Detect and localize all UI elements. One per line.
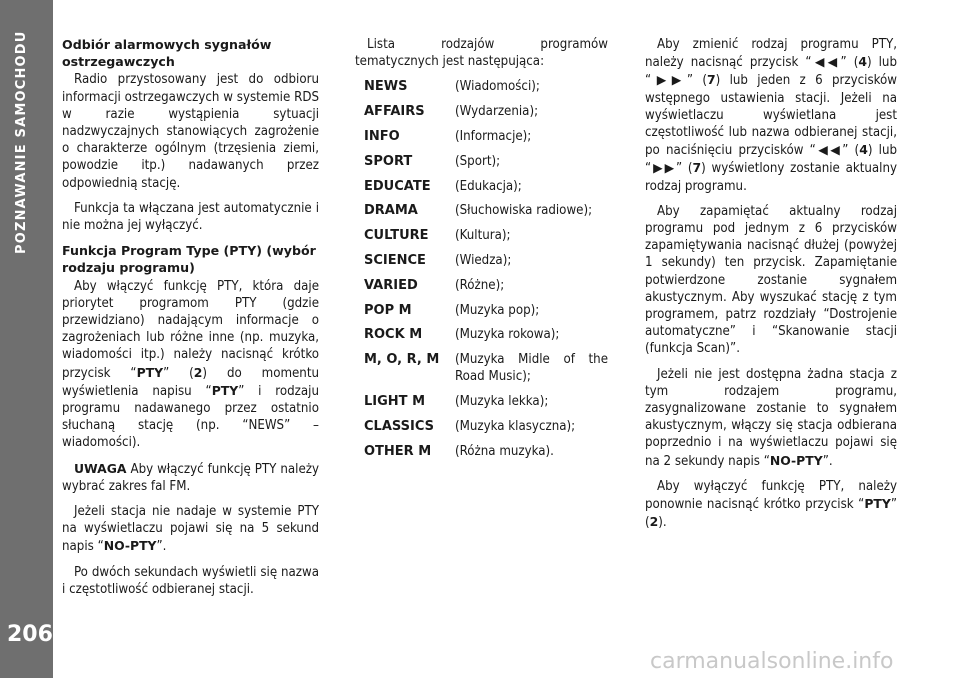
list-item bbox=[355, 351, 608, 385]
paragraph: Aby wyłączyć funkcję PTY, należy ponownie nacisnąć krótko przycisk “PTY” (2). bbox=[645, 478, 897, 531]
pty-description: (Różna muzyka). bbox=[455, 443, 554, 459]
column-3 bbox=[645, 36, 897, 539]
pty-description: (Informacje); bbox=[455, 129, 532, 144]
pty-description: (Wiedza); bbox=[455, 252, 512, 268]
pty-description: (Edukacja); bbox=[455, 178, 522, 194]
pty-code: ROCK M bbox=[364, 327, 423, 343]
pty-code: EDUCATE bbox=[364, 178, 431, 194]
list-item bbox=[355, 252, 608, 269]
watermark: carmanualsonline.info bbox=[650, 649, 894, 674]
list-item bbox=[355, 128, 608, 145]
forward-icon: ▶▶ bbox=[651, 160, 677, 176]
pty-code: NEWS bbox=[364, 79, 408, 95]
paragraph: Aby zapamiętać aktualny rodzaj programu pod jednym z 6 przycisków zapamiętywania nacisnąć dłużej (powyżej 1 sekundy) ten przycisk. Zapamiętanie potwierdzone zostanie sygnałem akustycznym. Aby wyszukać stację z tym programem, patrz rozdziały “Dostrojenie automatyczne” i “Skanowanie stacji (funkcja Scan)”. bbox=[645, 203, 897, 357]
column-2 bbox=[355, 36, 608, 468]
pty-description: (Muzyka Midle of the Road Music); bbox=[455, 352, 608, 385]
pty-description: (Różne); bbox=[455, 277, 505, 293]
paragraph: Radio przystosowany jest do odbioru informacji ostrzegawczych w systemie RDS w razie wystąpienia sytuacji nadzwyczajnych stanowiących zagrożenie o charakterze ogólnym (trzęsienia ziemi, powodzie itp.) nadawanych przez odpowiednią stację. bbox=[62, 72, 319, 191]
pty-description: (Wiadomości); bbox=[455, 79, 540, 95]
list-intro: Lista rodzajów programów tematycznych jest następująca: bbox=[355, 37, 608, 70]
pty-description: (Sport); bbox=[455, 153, 501, 169]
pty-description: (Muzyka lekka); bbox=[455, 394, 549, 410]
pty-description: (Wydarzenia); bbox=[455, 104, 539, 120]
list-item bbox=[355, 153, 608, 170]
paragraph: Jeżeli nie jest dostępna żadna stacja z tym rodzajem programu, zasygnalizowane zostanie to sygnałem akustycznym, włączy się stacja odbierana poprzednio i na wyświetlaczu pojawi się na 2 sekundy napis “NO-PTY”. bbox=[645, 366, 897, 469]
pty-description: (Kultura); bbox=[455, 228, 511, 244]
pty-code: M, O, R, M bbox=[364, 352, 440, 368]
pty-code: VARIED bbox=[364, 277, 418, 293]
sidebar bbox=[0, 0, 53, 678]
pty-code: CULTURE bbox=[364, 228, 429, 244]
pty-code: LIGHT M bbox=[364, 394, 426, 410]
pty-code: CLASSICS bbox=[364, 418, 435, 434]
list-item bbox=[355, 418, 608, 435]
note-label: UWAGA bbox=[74, 460, 127, 476]
list-item bbox=[355, 202, 608, 219]
paragraph: Aby włączyć funkcję PTY, która daje priorytet programom PTY (gdzie przewidziano) nadającym informacje o zagrożeniach lub różne inne (np. muzyka, wiadomości itp.) należy nacisnąć krótko przycisk “PTY” (2) do momentu wyświetlenia napisu “PTY” i rodzaju programu nadawanego przez ostatnio słuchaną stację (np. “NEWS” – wiadomości). bbox=[62, 278, 320, 451]
pty-code: DRAMA bbox=[364, 203, 418, 219]
pty-code: POP M bbox=[364, 302, 412, 318]
list-item bbox=[355, 443, 608, 460]
pty-description: (Muzyka rokowa); bbox=[455, 327, 560, 343]
paragraph: Jeżeli stacja nie nadaje w systemie PTY na wyświetlaczu pojawi się na 5 sekund napis “NO-PTY”. bbox=[62, 504, 319, 555]
column-1 bbox=[62, 36, 319, 606]
pty-description: (Słuchowiska radiowe); bbox=[455, 203, 593, 219]
pty-list bbox=[355, 78, 608, 460]
list-item bbox=[355, 393, 608, 410]
pty-description: (Muzyka klasyczna); bbox=[455, 418, 576, 434]
pty-code: OTHER M bbox=[364, 443, 432, 459]
heading-alarm: Odbiór alarmowych sygnałów ostrzegawczych bbox=[62, 37, 272, 70]
paragraph: Po dwóch sekundach wyświetli się nazwa i częstotliwość odbieranej stacji. bbox=[62, 564, 319, 597]
note-paragraph: UWAGA Aby włączyć funkcję PTY należy wybrać zakres fal FM. bbox=[62, 460, 319, 494]
list-item bbox=[355, 302, 608, 319]
paragraph: Funkcja ta włączana jest automatycznie i nie można jej wyłączyć. bbox=[62, 200, 319, 234]
list-item bbox=[355, 326, 608, 343]
heading-pty: Funkcja Program Type (PTY) (wybór rodzaju programu) bbox=[62, 243, 316, 276]
pty-description: (Muzyka pop); bbox=[455, 302, 540, 318]
list-item bbox=[355, 78, 608, 95]
list-item bbox=[355, 277, 608, 294]
rewind-icon: ◀◀ bbox=[815, 142, 843, 158]
section-title: POZNAWANIE SAMOCHODU bbox=[14, 30, 29, 254]
list-item bbox=[355, 103, 608, 120]
rewind-icon: ◀◀ bbox=[811, 54, 841, 70]
pty-code: INFO bbox=[364, 129, 400, 144]
pty-code: SPORT bbox=[364, 153, 413, 169]
list-item bbox=[355, 227, 608, 244]
pty-code: AFFAIRS bbox=[364, 104, 425, 120]
forward-icon: ▶▶ bbox=[651, 72, 687, 88]
list-item bbox=[355, 178, 608, 195]
pty-code: SCIENCE bbox=[364, 252, 426, 268]
paragraph: Aby zmienić rodzaj programu PTY, należy nacisnąć przycisk “◀◀” (4) lub “▶▶” (7) lub jeden z 6 przycisków wstępnego ustawienia stacji. Jeżeli na wyświetlaczu wyświetlana jest częstotliwość lub nazwa odbieranej stacji, po naciśnięciu przycisków “◀◀” (4) lub “▶▶” (7) wyświetlony zostanie aktualny rodzaj programu. bbox=[645, 37, 898, 194]
page-number: 206 bbox=[7, 622, 53, 647]
